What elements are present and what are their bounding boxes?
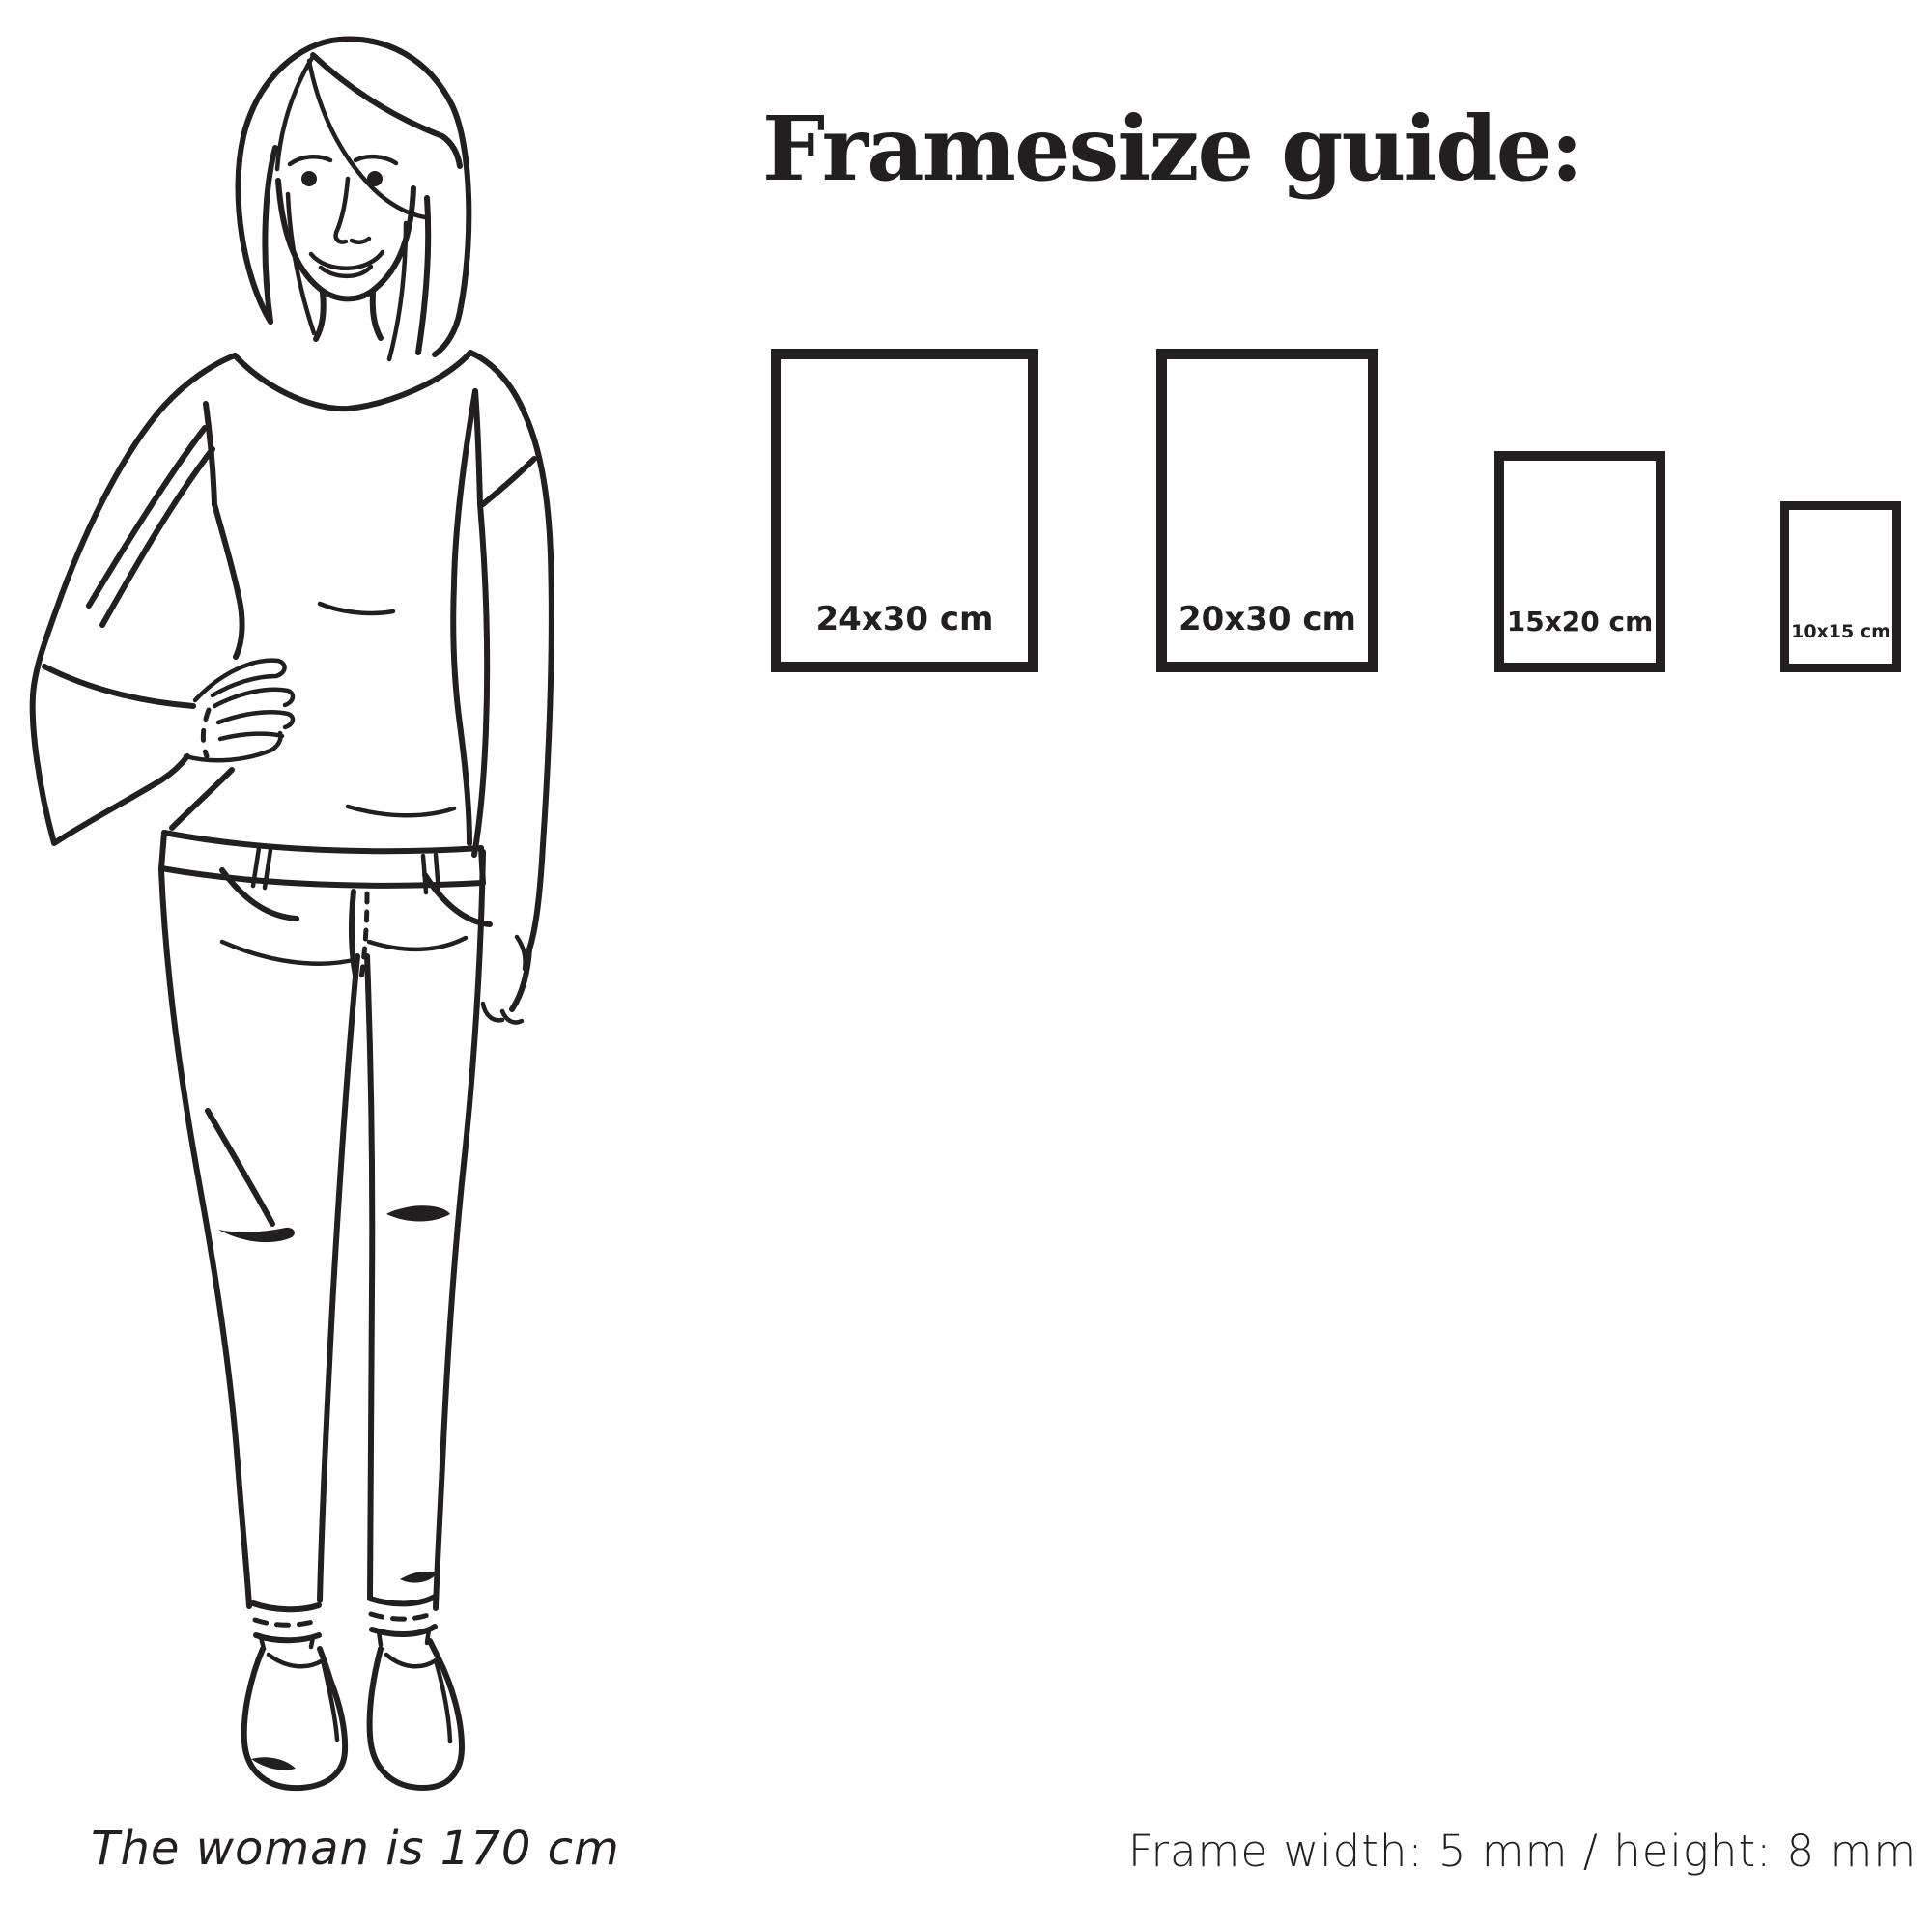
woman-figure-illustration	[29, 34, 570, 1797]
page-title: Framesize guide:	[761, 97, 1582, 201]
woman-figure-svg	[29, 34, 570, 1797]
frame-label: 20x30 cm	[1179, 600, 1356, 638]
woman-height-caption: The woman is 170 cm	[91, 1822, 620, 1876]
frame-24x30	[771, 349, 1038, 672]
frame-20x30	[1156, 349, 1378, 672]
frame-10x15	[1780, 501, 1901, 672]
frame-label: 10x15 cm	[1791, 621, 1890, 642]
frame-15x20	[1494, 451, 1665, 672]
frame-spec-caption: Frame width: 5 mm / height: 8 mm	[1127, 1826, 1918, 1877]
frame-label: 24x30 cm	[815, 600, 994, 638]
frame-label: 15x20 cm	[1506, 606, 1654, 637]
